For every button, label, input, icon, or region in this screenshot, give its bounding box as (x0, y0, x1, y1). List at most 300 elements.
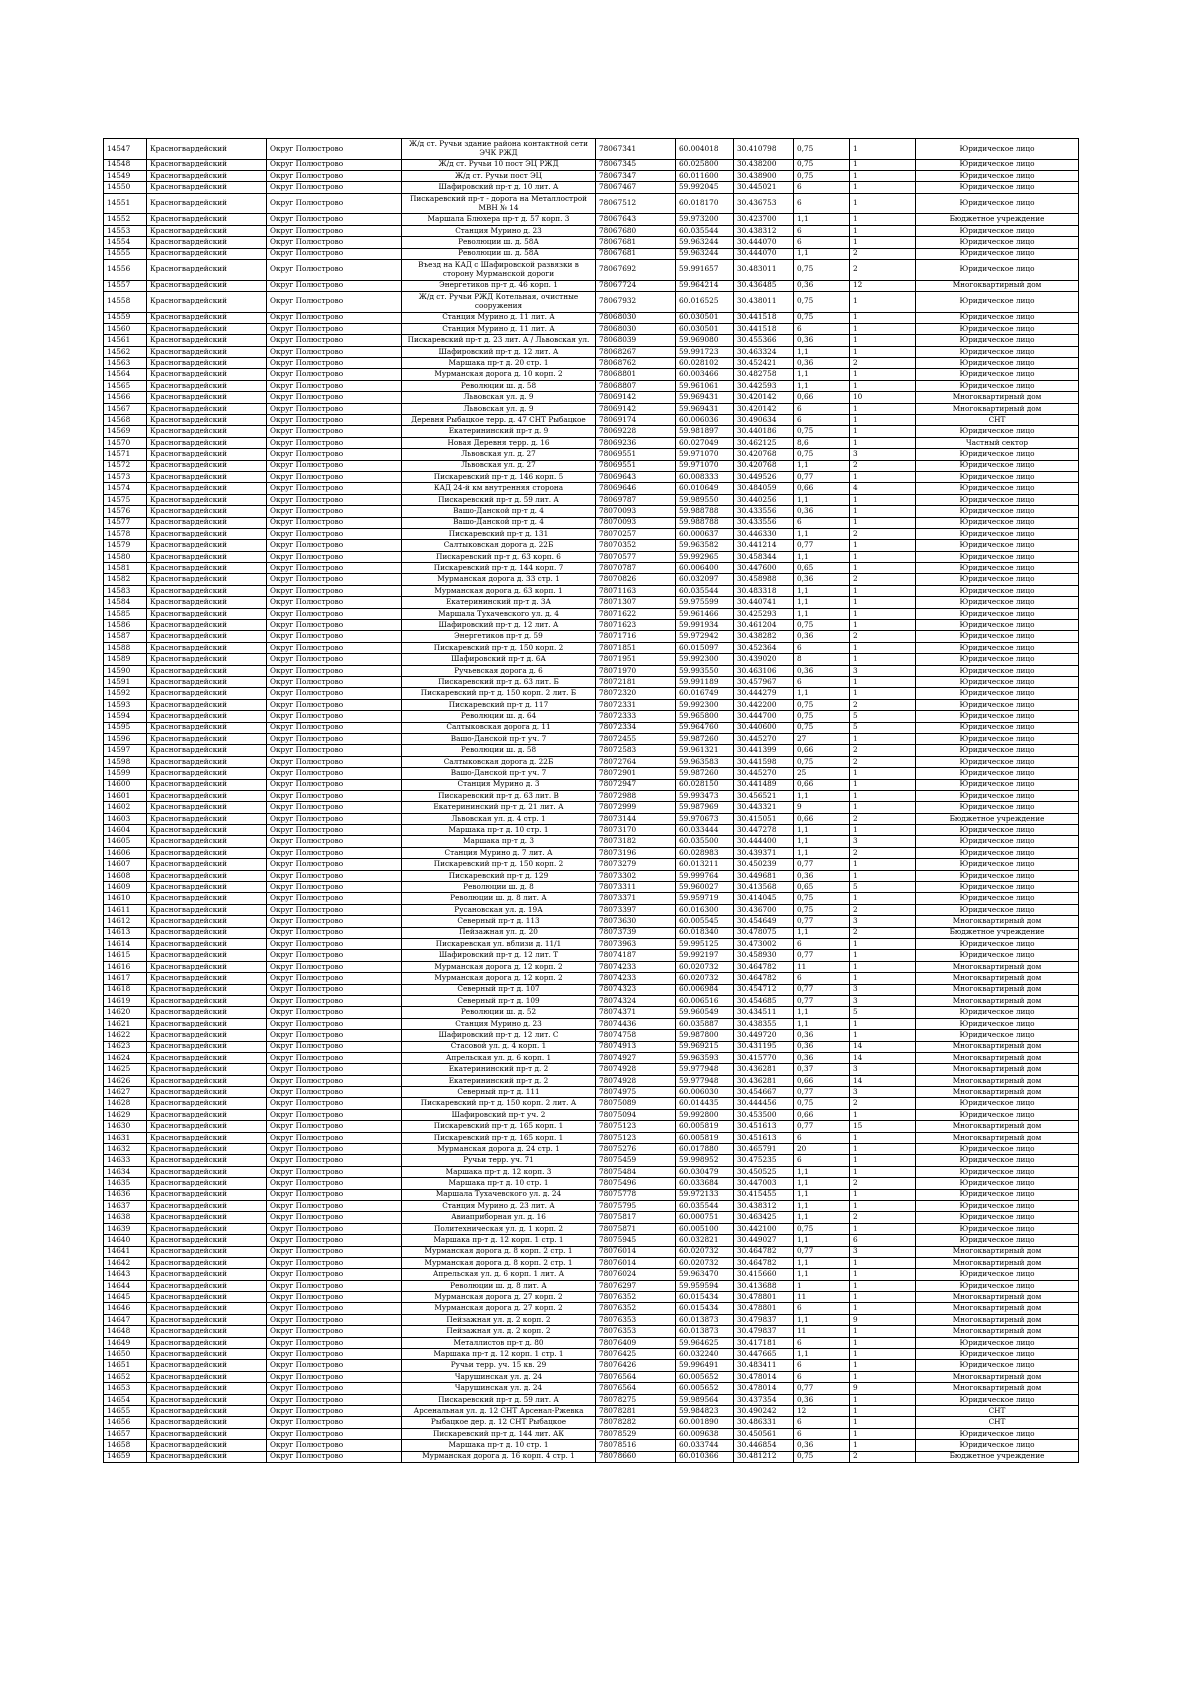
table-row (104, 1041, 1079, 1052)
table-cell: 78073739 (596, 927, 676, 938)
table-row (104, 1303, 1079, 1314)
table-cell: Юридическое лицо (916, 1269, 1079, 1280)
table-cell: Округ Полюстрово (267, 847, 402, 858)
table-cell: Многоквартирный дом (916, 916, 1079, 927)
table-cell: 30.451613 (734, 1132, 794, 1143)
table-cell: 14611 (104, 904, 147, 915)
table-cell: Красногвардейский (147, 460, 267, 471)
table-cell: 20 (794, 1144, 850, 1155)
table-cell: Бюджетное учреждение (916, 214, 1079, 225)
table-cell: Станция Мурино д. 7 лит. А (402, 847, 596, 858)
table-row (104, 722, 1079, 733)
table-cell: 30.420768 (734, 449, 794, 460)
table-cell: Красногвардейский (147, 506, 267, 517)
table-cell: Юридическое лицо (916, 291, 1079, 312)
table-cell: 0,75 (794, 699, 850, 710)
table-cell: 59.959594 (676, 1280, 734, 1291)
table-cell: 78067692 (596, 259, 676, 280)
table-cell: 1 (850, 1189, 916, 1200)
table-cell: Красногвардейский (147, 1314, 267, 1325)
table-cell: 14615 (104, 950, 147, 961)
table-cell: Мурманская дорога д. 16 корп. 4 стр. 1 (402, 1451, 596, 1462)
table-cell: Красногвардейский (147, 1326, 267, 1337)
table-row (104, 802, 1079, 813)
table-cell: 30.441399 (734, 745, 794, 756)
table-cell: Многоквартирный дом (916, 1132, 1079, 1143)
table-cell: 30.450525 (734, 1166, 794, 1177)
table-cell: Юридическое лицо (916, 1394, 1079, 1405)
table-cell: 30.463425 (734, 1212, 794, 1223)
table-cell: 14637 (104, 1200, 147, 1211)
table-cell: 14575 (104, 494, 147, 505)
table-cell: Маршала Тухачевского ул. д. 4 (402, 608, 596, 619)
table-cell: Красногвардейский (147, 528, 267, 539)
table-cell: 6 (794, 677, 850, 688)
table-cell: 59.987260 (676, 768, 734, 779)
table-cell: 14553 (104, 225, 147, 236)
table-row (104, 369, 1079, 380)
table-cell: 3 (850, 984, 916, 995)
table-cell: 0,36 (794, 1030, 850, 1041)
table-row (104, 938, 1079, 949)
table-cell: 14 (850, 1041, 916, 1052)
table-cell: Красногвардейский (147, 870, 267, 881)
table-cell: Округ Полюстрово (267, 426, 402, 437)
table-row (104, 768, 1079, 779)
table-row (104, 1246, 1079, 1257)
table-cell: Юридическое лицо (916, 699, 1079, 710)
table-cell: 59.971070 (676, 449, 734, 460)
table-cell: Красногвардейский (147, 517, 267, 528)
table-cell: 14631 (104, 1132, 147, 1143)
table-cell: 14584 (104, 597, 147, 608)
table-cell: 78068030 (596, 323, 676, 334)
table-cell: 0,75 (794, 449, 850, 460)
table-cell: Юридическое лицо (916, 346, 1079, 357)
table-cell: 11 (794, 1292, 850, 1303)
table-cell: Округ Полюстрово (267, 460, 402, 471)
table-cell: Пискаревский пр-т д. 63 лит. В (402, 790, 596, 801)
table-cell: Округ Полюстрово (267, 802, 402, 813)
table-cell: 14627 (104, 1087, 147, 1098)
table-cell: Округ Полюстрово (267, 380, 402, 391)
table-cell: 30.447278 (734, 825, 794, 836)
table-cell: Северный пр-т д. 109 (402, 995, 596, 1006)
table-cell: 60.027049 (676, 437, 734, 448)
table-cell: Многоквартирный дом (916, 1121, 1079, 1132)
table-cell: 14636 (104, 1189, 147, 1200)
table-cell: 60.032240 (676, 1349, 734, 1360)
table-cell: 1 (850, 1417, 916, 1428)
table-cell: 59.988788 (676, 517, 734, 528)
table-cell: 1 (850, 1394, 916, 1405)
table-cell: 12 (850, 280, 916, 291)
table-cell: 59.969431 (676, 392, 734, 403)
table-row (104, 1349, 1079, 1360)
table-cell: 78076564 (596, 1371, 676, 1382)
table-cell: 59.993473 (676, 790, 734, 801)
table-cell: Красногвардейский (147, 802, 267, 813)
table-cell: Красногвардейский (147, 1041, 267, 1052)
table-cell: Въезд на КАД с Шафировской развязки в сторону Мурманской дороги (402, 259, 596, 280)
table-cell: 30.449027 (734, 1235, 794, 1246)
table-cell: 14562 (104, 346, 147, 357)
table-cell: 60.006036 (676, 415, 734, 426)
table-cell: Юридическое лицо (916, 380, 1079, 391)
table-cell: Округ Полюстрово (267, 312, 402, 323)
table-cell: 1 (850, 893, 916, 904)
table-cell: 6 (794, 225, 850, 236)
table-row (104, 517, 1079, 528)
table-cell: 0,75 (794, 426, 850, 437)
table-cell: 59.963470 (676, 1269, 734, 1280)
table-row (104, 494, 1079, 505)
table-cell: Авиаприборная ул. д. 16 (402, 1212, 596, 1223)
table-cell: 14564 (104, 369, 147, 380)
table-cell: 1 (850, 323, 916, 334)
table-cell: Северный пр-т д. 111 (402, 1087, 596, 1098)
table-cell: Округ Полюстрово (267, 1041, 402, 1052)
table-cell: 0,77 (794, 540, 850, 551)
table-cell: 1 (850, 1166, 916, 1177)
table-cell: 60.011600 (676, 170, 734, 181)
table-cell: 30.447665 (734, 1349, 794, 1360)
table-cell: Округ Полюстрово (267, 1246, 402, 1257)
table-cell: 1 (850, 1303, 916, 1314)
table-row (104, 1394, 1079, 1405)
table-cell: 1,1 (794, 1007, 850, 1018)
table-cell: Красногвардейский (147, 358, 267, 369)
table-cell: 14632 (104, 1144, 147, 1155)
table-cell: 14658 (104, 1440, 147, 1451)
table-cell: 30.454649 (734, 916, 794, 927)
table-cell: Красногвардейский (147, 825, 267, 836)
table-cell: 14644 (104, 1280, 147, 1291)
table-cell: 0,66 (794, 392, 850, 403)
table-cell: 30.490634 (734, 415, 794, 426)
table-cell: Округ Полюстрово (267, 346, 402, 357)
table-cell: 14622 (104, 1030, 147, 1041)
table-cell: 14641 (104, 1246, 147, 1257)
table-cell: 30.444456 (734, 1098, 794, 1109)
table-cell: 30.420142 (734, 403, 794, 414)
table-row (104, 961, 1079, 972)
table-cell: 2 (850, 528, 916, 539)
table-cell: 78075496 (596, 1178, 676, 1189)
table-cell: Округ Полюстрово (267, 1200, 402, 1211)
table-cell: 78075484 (596, 1166, 676, 1177)
table-row (104, 139, 1079, 160)
table-cell: 14589 (104, 654, 147, 665)
table-cell: 14656 (104, 1417, 147, 1428)
table-cell: 59.961321 (676, 745, 734, 756)
table-cell: 1 (850, 1326, 916, 1337)
table-cell: 14651 (104, 1360, 147, 1371)
table-cell: Округ Полюстрово (267, 1417, 402, 1428)
table-cell: Округ Полюстрово (267, 437, 402, 448)
table-cell: 0,75 (794, 904, 850, 915)
table-cell: 0,37 (794, 1064, 850, 1075)
table-cell: 1 (850, 225, 916, 236)
table-cell: Маршака пр-т д. 10 стр. 1 (402, 1178, 596, 1189)
table-cell: 1,1 (794, 847, 850, 858)
table-cell: 6 (794, 1132, 850, 1143)
table-row (104, 1280, 1079, 1291)
table-cell: 1,1 (794, 597, 850, 608)
table-row (104, 1235, 1079, 1246)
table-row (104, 950, 1079, 961)
table-cell: 30.481212 (734, 1451, 794, 1462)
table-cell: 78071622 (596, 608, 676, 619)
table-cell: 78068801 (596, 369, 676, 380)
table-cell: 60.015434 (676, 1303, 734, 1314)
table-cell: Округ Полюстрово (267, 1394, 402, 1405)
table-row (104, 483, 1079, 494)
table-cell: Пискаревский пр-т д. 165 корп. 1 (402, 1132, 596, 1143)
table-cell: 30.478801 (734, 1292, 794, 1303)
table-cell: 60.015434 (676, 1292, 734, 1303)
table-cell: 60.005819 (676, 1121, 734, 1132)
table-cell: 1,1 (794, 214, 850, 225)
table-cell: 59.963244 (676, 248, 734, 259)
table-cell: Округ Полюстрово (267, 1087, 402, 1098)
table-cell: 10 (850, 392, 916, 403)
table-cell: Юридическое лицо (916, 449, 1079, 460)
table-cell: 2 (850, 927, 916, 938)
table-row (104, 1052, 1079, 1063)
table-cell: 78074928 (596, 1064, 676, 1075)
table-cell: Красногвардейский (147, 1155, 267, 1166)
table-cell: Многоквартирный дом (916, 1314, 1079, 1325)
table-cell: 14598 (104, 756, 147, 767)
table-cell: 11 (794, 961, 850, 972)
table-cell: Юридическое лицо (916, 1349, 1079, 1360)
table-cell: Львовская ул. д. 9 (402, 392, 596, 403)
table-cell: 14588 (104, 642, 147, 653)
table-cell: Бюджетное учреждение (916, 813, 1079, 824)
table-cell: 30.420768 (734, 460, 794, 471)
table-cell: 1,1 (794, 1189, 850, 1200)
table-cell: Пискаревский пр-т д. 165 корп. 1 (402, 1121, 596, 1132)
table-cell: 78074927 (596, 1052, 676, 1063)
table-row (104, 813, 1079, 824)
table-cell: 1 (850, 608, 916, 619)
table-cell: 1 (850, 1200, 916, 1211)
table-cell: 30.473002 (734, 938, 794, 949)
table-row (104, 403, 1079, 414)
table-cell: 14605 (104, 836, 147, 847)
table-cell: 30.486331 (734, 1417, 794, 1428)
table-cell: 59.984823 (676, 1406, 734, 1417)
table-cell: 1 (850, 973, 916, 984)
table-cell: Металлистов пр-т д. 80 (402, 1337, 596, 1348)
table-cell: 1,1 (794, 927, 850, 938)
table-cell: 1,1 (794, 688, 850, 699)
table-cell: 30.484059 (734, 483, 794, 494)
table-cell: 60.006400 (676, 563, 734, 574)
table-cell: 30.444070 (734, 248, 794, 259)
table-cell: Юридическое лицо (916, 677, 1079, 688)
table-cell: 30.452364 (734, 642, 794, 653)
table-cell: Красногвардейский (147, 847, 267, 858)
table-cell: Округ Полюстрово (267, 916, 402, 927)
table-row (104, 1109, 1079, 1120)
table-cell: 30.463106 (734, 665, 794, 676)
table-cell: 1,1 (794, 1212, 850, 1223)
table-cell: 0,75 (794, 259, 850, 280)
table-cell: 14613 (104, 927, 147, 938)
table-cell: Округ Полюстрово (267, 1098, 402, 1109)
table-cell: 1 (850, 415, 916, 426)
table-cell: Революции ш. д. 8 (402, 882, 596, 893)
table-cell: 59.972133 (676, 1189, 734, 1200)
table-cell: 30.454685 (734, 995, 794, 1006)
table-cell: 1,1 (794, 1178, 850, 1189)
table-cell: Юридическое лицо (916, 642, 1079, 653)
table-cell: Красногвардейский (147, 927, 267, 938)
table-cell: 14633 (104, 1155, 147, 1166)
table-cell: 0,75 (794, 756, 850, 767)
table-cell: Юридическое лицо (916, 1144, 1079, 1155)
table-cell: 1 (850, 494, 916, 505)
table-cell: 60.033444 (676, 825, 734, 836)
table-cell: Екатерининский пр-т д. 9 (402, 426, 596, 437)
table-cell: Многоквартирный дом (916, 1041, 1079, 1052)
table-cell: 30.434511 (734, 1007, 794, 1018)
table-cell: 30.475235 (734, 1155, 794, 1166)
table-cell: Красногвардейский (147, 1406, 267, 1417)
table-cell: Пискаревский пр-т д. 59 лит. А (402, 1394, 596, 1405)
table-cell: Округ Полюстрово (267, 1360, 402, 1371)
table-cell: 30.449720 (734, 1030, 794, 1041)
table-cell: Округ Полюстрово (267, 779, 402, 790)
table-cell: Красногвардейский (147, 665, 267, 676)
table-cell: Красногвардейский (147, 1144, 267, 1155)
table-cell: 59.987260 (676, 733, 734, 744)
table-cell: 0,75 (794, 170, 850, 181)
table-cell: Красногвардейский (147, 642, 267, 653)
table-cell: Юридическое лицо (916, 369, 1079, 380)
table-cell: 14657 (104, 1428, 147, 1439)
table-cell: 60.035544 (676, 225, 734, 236)
table-cell: 1 (850, 1144, 916, 1155)
table-cell: Ж/д ст. Ручьи 10 пост ЭЦ РЖД (402, 159, 596, 170)
table-row (104, 506, 1079, 517)
table-cell: 30.458930 (734, 950, 794, 961)
table-cell: 78074187 (596, 950, 676, 961)
table-cell: 0,36 (794, 665, 850, 676)
table-cell: 30.436753 (734, 193, 794, 214)
table-cell: Мурманская дорога д. 10 корп. 2 (402, 369, 596, 380)
table-cell: 14599 (104, 768, 147, 779)
table-cell: 78074371 (596, 1007, 676, 1018)
table-cell: Красногвардейский (147, 1337, 267, 1348)
table-cell: 1 (850, 961, 916, 972)
table-cell: 78076297 (596, 1280, 676, 1291)
table-cell: 3 (850, 1064, 916, 1075)
table-cell: 30.444070 (734, 237, 794, 248)
table-cell: Красногвардейский (147, 1178, 267, 1189)
table-row (104, 1314, 1079, 1325)
table-cell: 30.454712 (734, 984, 794, 995)
table-cell: Пискаревский пр-т д. 150 корп. 2 лит. А (402, 1098, 596, 1109)
table-cell: 59.961061 (676, 380, 734, 391)
table-cell: Округ Полюстрово (267, 1349, 402, 1360)
table-cell: 0,77 (794, 984, 850, 995)
table-cell: 1,1 (794, 1349, 850, 1360)
table-cell: 15 (850, 1121, 916, 1132)
table-cell: 78074913 (596, 1041, 676, 1052)
table-cell: Многоквартирный дом (916, 1371, 1079, 1382)
table-cell: 78075795 (596, 1200, 676, 1211)
table-cell: 14610 (104, 893, 147, 904)
table-row (104, 654, 1079, 665)
table-cell: Северный пр-т д. 107 (402, 984, 596, 995)
table-cell: 78072333 (596, 711, 676, 722)
table-cell: 59.964625 (676, 1337, 734, 1348)
table-cell: Округ Полюстрово (267, 756, 402, 767)
table-body (104, 139, 1079, 1463)
table-cell: 60.013873 (676, 1326, 734, 1337)
table-cell: 14600 (104, 779, 147, 790)
table-cell: Юридическое лицо (916, 563, 1079, 574)
table-cell: 78076353 (596, 1326, 676, 1337)
table-cell: Юридическое лицо (916, 358, 1079, 369)
table-cell: Красногвардейский (147, 585, 267, 596)
table-cell: Маршала Тухачевского ул. д. 24 (402, 1189, 596, 1200)
table-cell: Красногвардейский (147, 1132, 267, 1143)
table-cell: 14559 (104, 312, 147, 323)
table-cell: Красногвардейский (147, 563, 267, 574)
table-cell: Юридическое лицо (916, 631, 1079, 642)
table-cell: Юридическое лицо (916, 722, 1079, 733)
table-cell: 78073630 (596, 916, 676, 927)
table-cell: 2 (850, 358, 916, 369)
table-cell: Революции ш. д. 58А (402, 248, 596, 259)
table-cell: 14556 (104, 259, 147, 280)
table-cell: 30.449681 (734, 870, 794, 881)
table-cell: 2 (850, 904, 916, 915)
table-cell: 14568 (104, 415, 147, 426)
table-row (104, 779, 1079, 790)
table-cell: 14608 (104, 870, 147, 881)
table-cell: 0,36 (794, 1041, 850, 1052)
table-cell: Красногвардейский (147, 471, 267, 482)
table-cell: Красногвардейский (147, 248, 267, 259)
table-cell: Округ Полюстрово (267, 1223, 402, 1234)
table-cell: 0,75 (794, 312, 850, 323)
table-cell: 1 (850, 1223, 916, 1234)
table-cell: 1 (850, 1257, 916, 1268)
table-cell: 1,1 (794, 1269, 850, 1280)
table-row (104, 248, 1079, 259)
table-cell: Пейзажная ул. д. 2 корп. 2 (402, 1314, 596, 1325)
table-cell: 30.464782 (734, 973, 794, 984)
table-cell: 3 (850, 916, 916, 927)
table-cell: 1 (850, 597, 916, 608)
table-cell: Юридическое лицо (916, 159, 1079, 170)
table-cell: Шафировский пр-т д. 6А (402, 654, 596, 665)
table-cell: 60.006984 (676, 984, 734, 995)
table-cell: 78069228 (596, 426, 676, 437)
table-cell: 60.020732 (676, 961, 734, 972)
table-cell: 1,1 (794, 1166, 850, 1177)
table-cell: Округ Полюстрово (267, 984, 402, 995)
table-cell: 25 (794, 768, 850, 779)
table-cell: 1,1 (794, 369, 850, 380)
table-cell: 14569 (104, 426, 147, 437)
table-cell: 30.441598 (734, 756, 794, 767)
